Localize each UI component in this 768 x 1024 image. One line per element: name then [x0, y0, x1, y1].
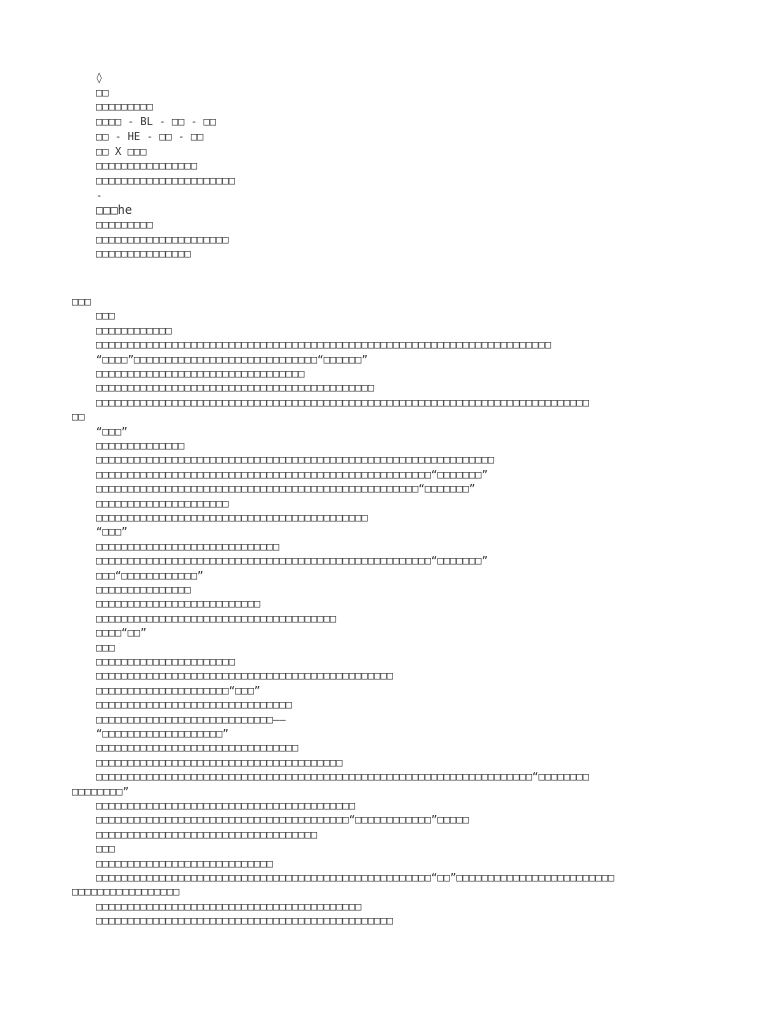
- header-line: □□ X □□□: [96, 145, 147, 158]
- body-text-line: □□□□□□□□□□□□□□□□□□□□□□□□□□□□□□□□□□□□□□□□□□□□□□□□□□□□□□□□□□□□□□□□□□□□□“□□□□□□□□: [96, 771, 590, 784]
- body-text-line: □□□: [96, 843, 115, 856]
- header-line: -: [96, 189, 103, 202]
- body-text-line: □□□□□□□□□□□□□□□□□□□□□“□□□”: [96, 684, 261, 697]
- body-text-line: □□□□□□□□□□□□□□□□□□□□□□□□□□□□□: [96, 540, 280, 553]
- body-text-line: □□□□□□□□□□□□□□: [96, 440, 185, 452]
- section-heading-line: □□□□□□□□”: [72, 785, 129, 798]
- body-text-line: □□□□□□□□□□□□□□□□□□□□□□□□□□□□□□□□□□□: [96, 828, 318, 841]
- header-line: □□: [96, 86, 109, 99]
- body-text-line: □□□□□□□□□□□□□□□□□□□□□□□□□□□□□□□□□□□□□□□□□□□□□□□□□□□□□□□□□□□□□□□: [96, 454, 495, 467]
- body-text-line: □□□□□□□□□□□□□□□□□□□□□□□□□□□□□□□□□□□□□□□□□□□□□□□□□□□“□□□□□□□”: [96, 483, 476, 496]
- body-text-line: □□□□□□□□□□□□□□□□□□□□□: [96, 497, 229, 510]
- header-line: □□ - HE - □□ - □□: [96, 130, 204, 143]
- body-text-line: □□□□□□□□□□□□: [96, 324, 172, 337]
- body-text-line: “□□□”: [96, 526, 128, 539]
- body-text-line: □□□□□□□□□□□□□□□□□□□□□□□□□□□□□□□□□□□□□□□□□□□□□□□□□□□□□□□□□□□□□□□□□□□□□□□□: [96, 339, 552, 352]
- body-text-line: “□□□”: [96, 425, 128, 438]
- body-text-line: □□□□□□□□□□□□□□□□□□□□□□□□□□□□□□□□□□□□□□: [96, 612, 337, 625]
- body-text-line: □□□□□□□□□□□□□□□□□□□□□□□□□□□□□□□□□□□□□□□□□□□□□□□□□□□□□“□□□□□□□”: [96, 468, 488, 481]
- body-text-line: □□□□□□□□□□□□□□□□□□□□□□□□□□□□□□□□□□□□□□□□□□□□□□□: [96, 915, 394, 928]
- header-line: □□□□□□□□□□□□□□□□□□□□□□: [96, 174, 236, 187]
- section-heading-line: □□□□□□□□□□□□□□□□□: [72, 886, 180, 899]
- body-text-line: □□□“□□□□□□□□□□□□”: [96, 569, 204, 582]
- body-text-line: □□□□□□□□□□□□□□□□□□□□□□□□□□□□□□□□□□□□□□□□□□□□□□□□□□□□□“□□”□□□□□□□□□□□□□□□□□□□□□□□□□: [96, 872, 615, 884]
- body-text-line: □□□□“□□”: [96, 627, 147, 640]
- header-line: □□□□ - BL - □□ - □□: [96, 116, 217, 129]
- body-text-line: □□□□□□□□□□□□□□□□□□□□□□□□□□□□: [96, 857, 274, 870]
- body-text-line: □□□□□□□□□□□□□□□: [96, 584, 191, 596]
- body-text-line: □□□□□□□□□□□□□□□□□□□□□□□□□□□□□□□□□: [96, 368, 305, 380]
- body-text-line: □□□: [96, 641, 115, 654]
- body-text-line: □□□□□□□□□□□□□□□□□□□□□□□□□□□□□□□□□□□□□□□□□□□□: [96, 382, 375, 395]
- header-line: □□□□□□□□□□□□□□□□□□□□□: [96, 233, 229, 246]
- body-text-line: □□□□□□□□□□□□□□□□□□□□□□□□□□□□□□□□□□□□□□□□□□□□□□□□□□□□□“□□□□□□□”: [96, 555, 488, 568]
- body-text-line: “□□□□□□□□□□□□□□□□□□□”: [96, 728, 229, 740]
- body-text-line: □□□□□□□□□□□□□□□□□□□□□□□□□□□□□□□□: [96, 742, 299, 755]
- header-line: □□□□□□□□□: [96, 101, 153, 114]
- body-text-line: □□□□□□□□□□□□□□□□□□□□□□□□□□□□□□□□□□□□□□□□□□□□□□□: [96, 670, 394, 683]
- section-heading-line: □□□: [72, 296, 91, 308]
- body-text-line: “□□□□”□□□□□□□□□□□□□□□□□□□□□□□□□□□□□“□□□□□□”: [96, 353, 368, 366]
- header-line: □□□□□□□□□□□□□□□□: [96, 160, 198, 173]
- body-text-line: □□□□□□□□□□□□□□□□□□□□□□□□□□□□□□□: [96, 699, 292, 712]
- body-text-line: □□□□□□□□□□□□□□□□□□□□□□□□□□: [96, 598, 261, 611]
- header-line: □□□□□□□□□□□□□□□: [96, 248, 191, 261]
- body-text-line: □□□□□□□□□□□□□□□□□□□□□□□□□□□□□□□□□□□□□□□□□□: [96, 900, 362, 913]
- body-text-line: □□□□□□□□□□□□□□□□□□□□□□□□□□□□□□□□□□□□□□□□□□□□□□□□□□□□□□□□□□□□□□□□□□□□□□□□□□□□□□: [96, 396, 590, 409]
- body-text-line: □□□□□□□□□□□□□□□□□□□□□□□□□□□□□□□□□□□□□□□□□□□: [96, 512, 368, 524]
- header-line: □□□he: [96, 203, 133, 218]
- body-text-line: □□□□□□□□□□□□□□□□□□□□□□□□□□□□□□□□□□□□□□□□□: [96, 800, 356, 812]
- body-text-line: □□□□□□□□□□□□□□□□□□□□□□□□□□□□□□□□□□□□□□□□“□□□□□□□□□□□□”□□□□□: [96, 814, 469, 827]
- body-text-line: □□□□□□□□□□□□□□□□□□□□□□: [96, 656, 236, 668]
- header-line: □□□□□□□□□: [96, 219, 153, 231]
- body-text-line: □□□□□□□□□□□□□□□□□□□□□□□□□□□□□□□□□□□□□□□: [96, 756, 343, 769]
- section-heading-line: □□: [72, 411, 85, 424]
- header-mark: ◊: [96, 72, 103, 84]
- body-text-line: □□□□□□□□□□□□□□□□□□□□□□□□□□□□——: [96, 713, 286, 726]
- body-text-line: □□□: [96, 310, 115, 323]
